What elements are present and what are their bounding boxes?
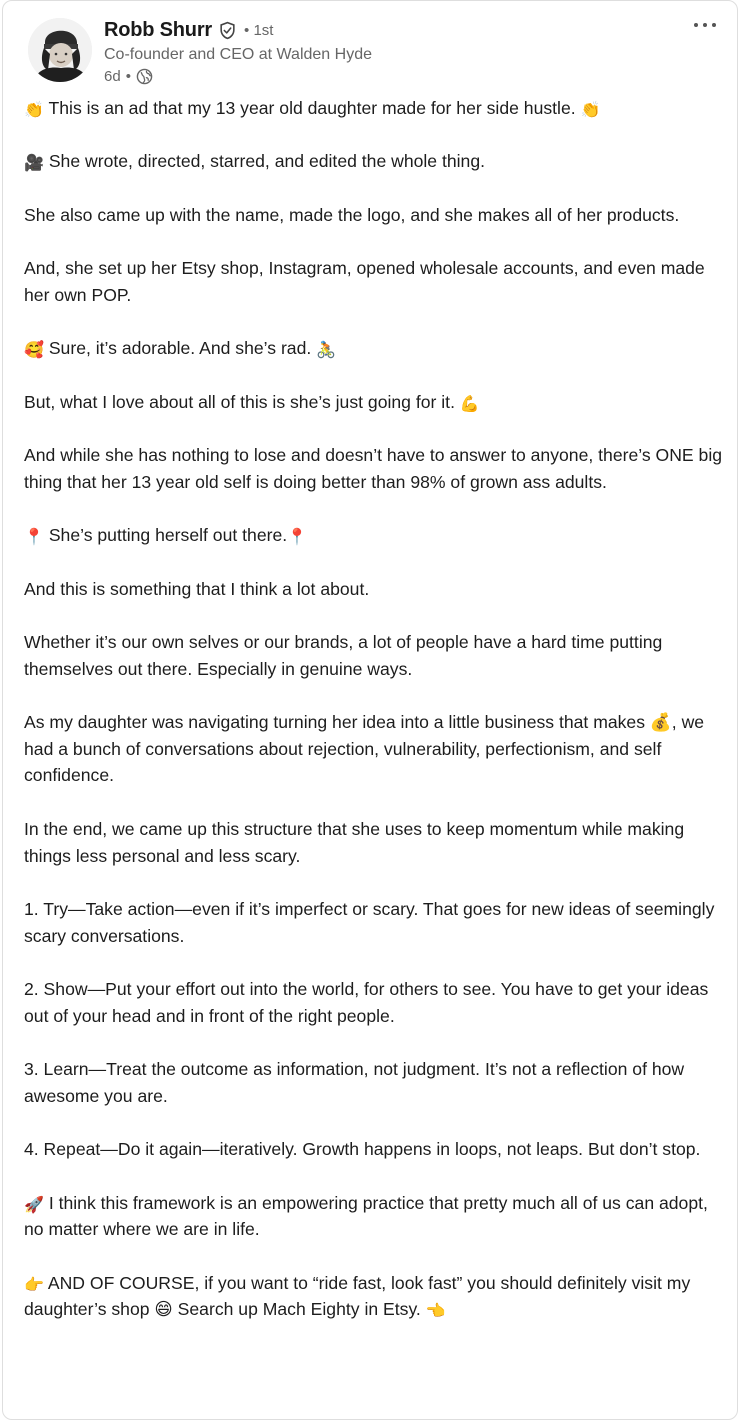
post-paragraph: [24, 709, 724, 789]
post-paragraph: [24, 816, 724, 869]
paragraph-text: As my daughter was navigating turning her idea into a little business that makes 💰, we had a bunch of conversations about rejection, vulnerability, perfectionism, and self confidence.: [24, 712, 705, 786]
post-paragraph: [24, 1270, 724, 1323]
more-horizontal-icon: [692, 21, 718, 29]
paragraph-text: 2. Show—Put your effort out into the world, for others to see. You have to get your ideas out of your head and in front of the right people.: [24, 979, 709, 1026]
post-paragraph: [24, 442, 724, 495]
pushpin-icon: 📍: [24, 527, 44, 547]
paragraph-text: 4. Repeat—Do it again—iteratively. Growth happens in loops, not leaps. But don’t stop.: [24, 1139, 701, 1160]
post-paragraph: [24, 576, 724, 603]
paragraph-text: AND OF COURSE, if you want to “ride fast, look fast” you should definitely visit my daughter’s shop 😄 Search up Mach Eighty in Etsy.: [24, 1272, 691, 1320]
post-paragraph: [24, 255, 724, 308]
degree-separator: •: [244, 21, 250, 39]
post-paragraph: [24, 1056, 724, 1109]
author-name[interactable]: Robb Shurr: [104, 18, 212, 41]
author-headline: Co-founder and CEO at Walden Hyde: [104, 46, 372, 63]
paragraph-text: Whether it’s our own selves or our brands, a lot of people have a hard time putting themselves out there. Especially in genuine ways.: [24, 631, 663, 679]
paragraph-text: And this is something that I think a lot about.: [24, 578, 370, 599]
avatar-image: [28, 18, 92, 82]
rocket-icon: 🚀: [24, 1194, 44, 1214]
post-card: [2, 0, 738, 1420]
post-paragraph: [24, 976, 724, 1029]
smiling-hearts-icon: 🥰: [24, 340, 44, 360]
post-time[interactable]: 6d: [104, 68, 121, 85]
globe-icon: [136, 68, 153, 85]
camera-icon: 🎥: [24, 153, 44, 173]
pointing-left-icon: 👈: [425, 1301, 446, 1321]
shield-check-icon: [218, 21, 237, 40]
paragraph-text: And while she has nothing to lose and doesn’t have to answer to anyone, there’s ONE big thing that her 13 year old self is doing better than 98% of grown ass adults.: [24, 445, 723, 492]
post-paragraph: [24, 148, 724, 175]
cyclist-icon: 🚴: [316, 340, 337, 360]
author-avatar[interactable]: [28, 18, 92, 82]
post-paragraph: [24, 522, 724, 549]
paragraph-text: And, she set up her Etsy shop, Instagram, opened wholesale accounts, and even made her own POP.: [24, 258, 705, 305]
degree-label: 1st: [253, 21, 274, 39]
paragraph-text: She wrote, directed, starred, and edited the whole thing.: [48, 151, 486, 172]
post-paragraph: [24, 202, 724, 229]
flexed-bicep-icon: 💪: [459, 393, 480, 413]
paragraph-text: She also came up with the name, made the logo, and she makes all of her products.: [24, 204, 680, 225]
paragraph-text: I think this framework is an empowering practice that pretty much all of us can adopt, no matter where we are in life.: [24, 1192, 708, 1240]
clapping-hands-icon: 👏: [580, 100, 601, 119]
paragraph-text: Sure, it’s adorable. And she’s rad.: [48, 338, 312, 359]
post-paragraph: [24, 95, 724, 122]
paragraph-text: 3. Learn—Treat the outcome as information, not judgment. It’s not a reflection of how awesome you are.: [24, 1059, 685, 1106]
author-info: [104, 17, 372, 87]
more-options-button[interactable]: [689, 11, 721, 39]
time-separator: •: [125, 68, 131, 85]
post-paragraph: [24, 335, 724, 362]
paragraph-text: In the end, we came up this structure that she uses to keep momentum while making things less personal and less scary.: [24, 818, 685, 866]
pushpin-icon: 📍: [287, 527, 308, 547]
post-paragraph: [24, 1190, 724, 1243]
post-meta: [104, 66, 372, 87]
post-paragraph: [24, 629, 724, 682]
paragraph-text: This is an ad that my 13 year old daughter made for her side hustle.: [48, 98, 576, 118]
paragraph-text: But, what I love about all of this is she’s just going for it.: [24, 391, 455, 412]
pointing-right-icon: 👉: [24, 1274, 44, 1294]
post-paragraph: [24, 1136, 724, 1163]
post-header: [3, 1, 737, 96]
post-paragraph: [24, 896, 724, 949]
connection-degree: [244, 22, 273, 39]
paragraph-text: 1. Try—Take action—even if it’s imperfect or scary. That goes for new ideas of seemingly scary conversations.: [24, 898, 715, 946]
post-paragraph: [24, 389, 724, 416]
author-line: [104, 17, 372, 43]
post-body: [24, 95, 724, 1350]
paragraph-text: She’s putting herself out there.: [48, 525, 288, 546]
clapping-hands-icon: 👏: [24, 100, 44, 119]
